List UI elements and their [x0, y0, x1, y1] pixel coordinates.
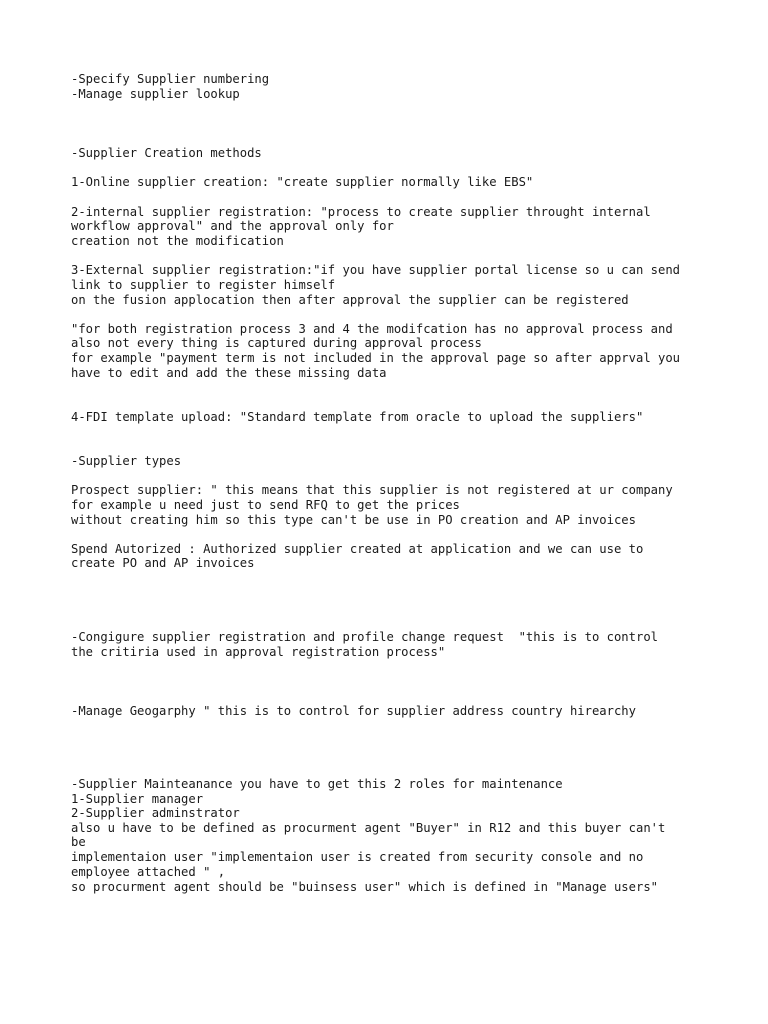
text-line: 4-FDI template upload: "Standard template from oracle to upload the suppliers" — [71, 410, 644, 424]
text-line: 1-Supplier manager — [71, 792, 204, 806]
section-heading: -Manage Geogarphy " this is to control for supplier address country hirearchy — [71, 704, 636, 718]
text-line: -Specify Supplier numbering — [71, 72, 270, 86]
text-line: link to supplier to register himself — [71, 278, 336, 292]
text-line: have to edit and add the these missing data — [71, 366, 387, 380]
text-line: "for both registration process 3 and 4 the modifcation has no approval process and — [71, 322, 673, 336]
text-line: 2-internal supplier registration: "process to create supplier throught internal — [71, 205, 651, 219]
text-line: without creating him so this type can't be use in PO creation and AP invoices — [71, 513, 636, 527]
text-line: Prospect supplier: " this means that this supplier is not registered at ur company — [71, 483, 673, 497]
text-line: for example "payment term is not included in the approval page so after apprval you — [71, 351, 681, 365]
text-line: -Manage supplier lookup — [71, 87, 240, 101]
section-heading: -Congigure supplier registration and profile change request "this is to control — [71, 630, 658, 644]
section-heading: -Supplier Creation methods — [71, 146, 262, 160]
text-line: implementaion user "implementaion user is created from security console and no — [71, 850, 644, 864]
text-line: 2-Supplier adminstrator — [71, 806, 240, 820]
text-line: the critiria used in approval registration process" — [71, 645, 446, 659]
text-line: be — [71, 835, 86, 849]
text-line: on the fusion applocation then after approval the supplier can be registered — [71, 293, 629, 307]
section-heading: -Supplier Mainteanance you have to get this 2 roles for maintenance — [71, 777, 563, 791]
text-line: creation not the modification — [71, 234, 284, 248]
text-line: also not every thing is captured during approval process — [71, 336, 482, 350]
text-line: Spend Autorized : Authorized supplier created at application and we can use to — [71, 542, 644, 556]
text-line: 1-Online supplier creation: "create supplier normally like EBS" — [71, 175, 534, 189]
text-line: 3-External supplier registration:"if you have supplier portal license so u can send — [71, 263, 681, 277]
section-heading: -Supplier types — [71, 454, 182, 468]
text-line: so procurment agent should be "buinsess user" which is defined in "Manage users" — [71, 880, 658, 894]
text-line: for example u need just to send RFQ to get the prices — [71, 498, 460, 512]
text-line: also u have to be defined as procurment agent "Buyer" in R12 and this buyer can't — [71, 821, 666, 835]
text-line: employee attached " , — [71, 865, 226, 879]
text-line: workflow approval" and the approval only for — [71, 219, 394, 233]
text-line: create PO and AP invoices — [71, 556, 255, 570]
